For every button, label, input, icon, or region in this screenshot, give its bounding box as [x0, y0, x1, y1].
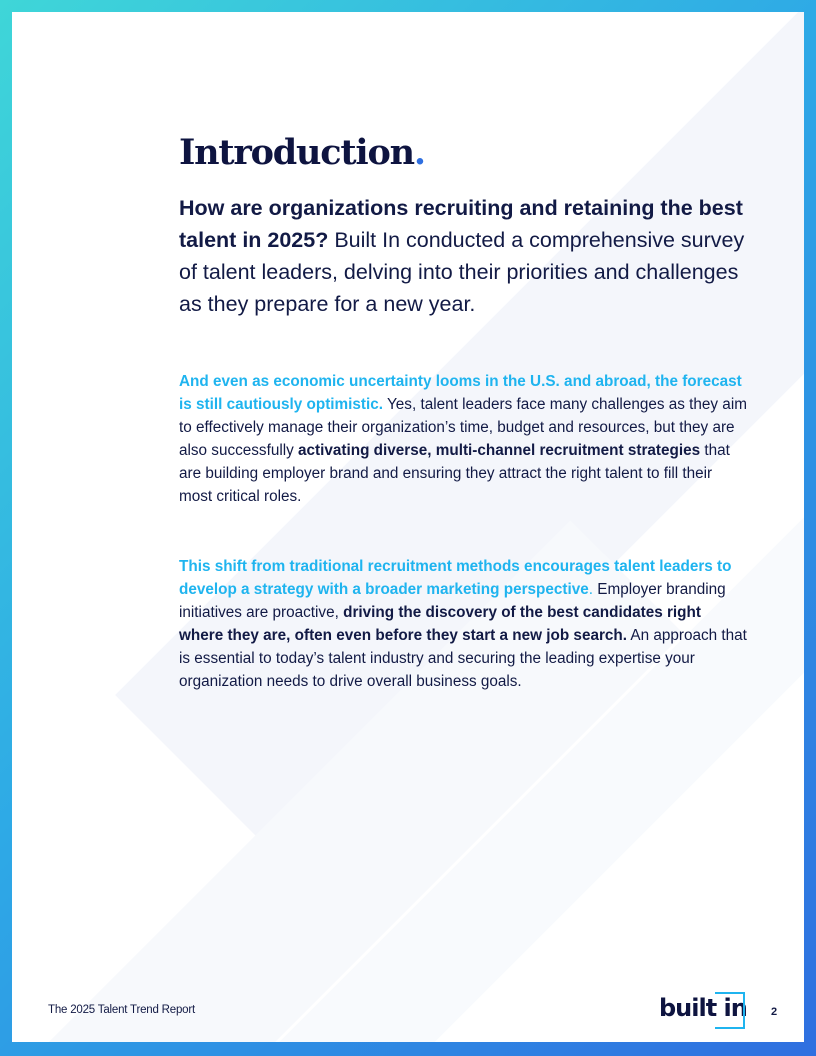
- body-paragraph-1: [179, 370, 749, 508]
- lead-question: How are organizations recruiting and retaining the best talent in 2025?: [179, 196, 743, 252]
- footer-report-title: The 2025 Talent Trend Report: [48, 1004, 195, 1016]
- logo-bracket-icon: [715, 992, 745, 1029]
- main-content: [179, 128, 749, 693]
- paragraph-1-bold: activating diverse, multi-channel recruitment strategies: [298, 442, 701, 459]
- paragraph-2-text-b: An approach that is essential to today’s talent industry and securing the leading expertise your organization needs to drive overall business goals.: [179, 627, 747, 690]
- paragraph-2-highlight: This shift from traditional recruitment methods encourages talent leaders to develop a strategy with a broader marketing perspective: [179, 558, 732, 598]
- logo-text: built in: [659, 994, 747, 1022]
- body-paragraph-2: [179, 555, 749, 693]
- builtin-logo: [659, 992, 749, 1032]
- paragraph-1-text-a: Yes, talent leaders face many challenges as they aim to effectively manage their organization’s time, budget and resources, but they are also successfully: [179, 396, 747, 459]
- lead-text: Built In conducted a comprehensive survey of talent leaders, delving into their priorities and challenges as they prepare for a new year.: [179, 228, 745, 316]
- paragraph-1-highlight: And even as economic uncertainty looms in the U.S. and abroad, the forecast is still cautiously optimistic.: [179, 373, 742, 413]
- page-number: 2: [771, 1006, 778, 1018]
- page-title: [179, 128, 749, 178]
- lead-paragraph: [179, 192, 749, 320]
- page-title-text: Introduction: [179, 132, 414, 173]
- paragraph-2-highlight-dot: .: [588, 581, 594, 598]
- paragraph-1-text-b: that are building employer brand and ensuring they attract the right talent to fill their most critical roles.: [179, 442, 730, 505]
- page-title-dot: .: [413, 132, 425, 173]
- paragraph-2-text-a: Employer branding initiatives are proactive,: [179, 581, 726, 621]
- paragraph-2-bold: driving the discovery of the best candidates right where they are, often even before they start a new job search.: [179, 604, 701, 644]
